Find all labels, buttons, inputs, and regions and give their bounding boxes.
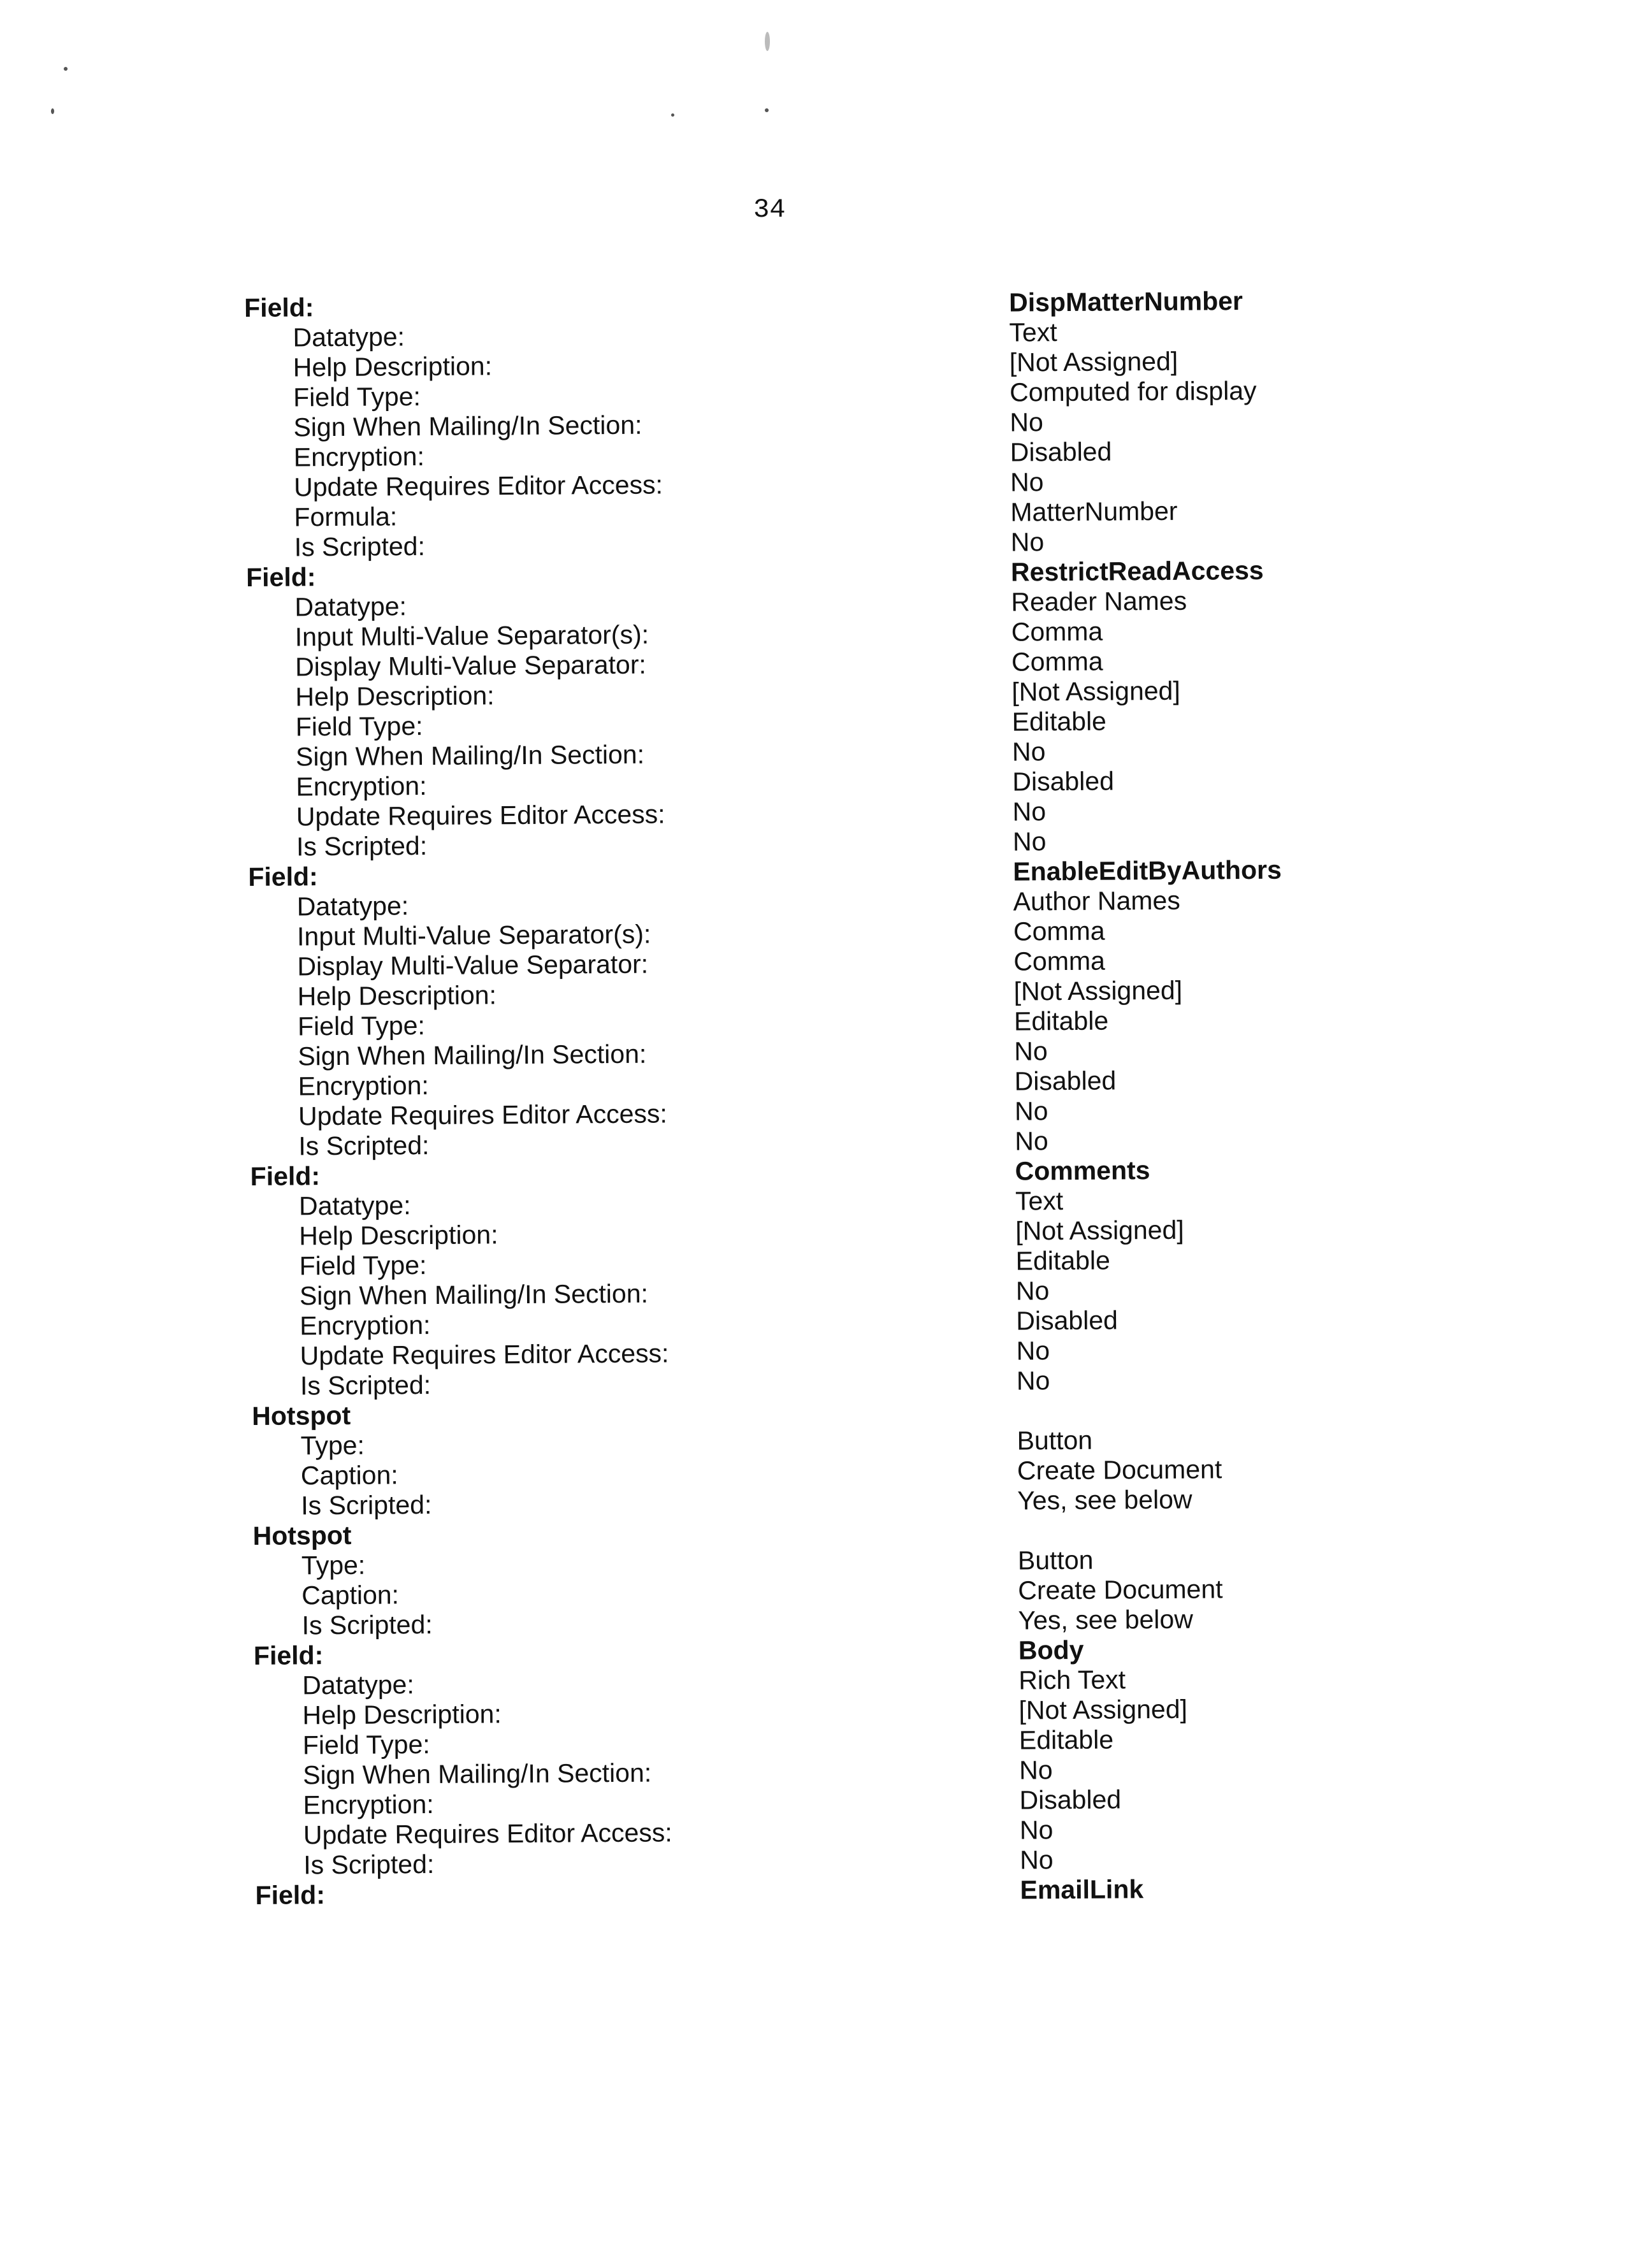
property-label: Display Multi-Value Separator: bbox=[295, 650, 646, 683]
field-name: DispMatterNumber bbox=[1009, 286, 1243, 318]
section-label: Field: bbox=[254, 1640, 324, 1671]
section-label: Hotspot bbox=[252, 1521, 351, 1551]
property-value: Button bbox=[1018, 1545, 1094, 1576]
property-label: Is Scripted: bbox=[303, 1849, 434, 1880]
property-value: Yes, see below bbox=[1017, 1485, 1192, 1516]
property-label: Update Requires Editor Access: bbox=[296, 799, 665, 832]
field-name: RestrictReadAccess bbox=[1011, 556, 1264, 588]
property-value: Comma bbox=[1013, 916, 1105, 947]
property-label: Datatype: bbox=[302, 1670, 414, 1700]
section-label: Field: bbox=[246, 562, 316, 593]
property-label: Encryption: bbox=[298, 1071, 429, 1101]
property-value: Editable bbox=[1014, 1006, 1108, 1037]
property-label: Type: bbox=[300, 1431, 365, 1461]
property-label: Datatype: bbox=[299, 1190, 411, 1221]
property-label: Is Scripted: bbox=[298, 1131, 429, 1161]
property-label: Datatype: bbox=[297, 891, 409, 922]
property-value: Reader Names bbox=[1011, 586, 1187, 618]
scan-speck bbox=[51, 108, 54, 114]
property-value: Disabled bbox=[1016, 1305, 1118, 1336]
property-value: Editable bbox=[1012, 707, 1106, 737]
property-value: Editable bbox=[1019, 1725, 1113, 1756]
property-label: Is Scripted: bbox=[300, 1370, 431, 1401]
property-label: Caption: bbox=[301, 1460, 398, 1491]
property-value: [Not Assigned] bbox=[1018, 1695, 1187, 1726]
property-label: Help Description: bbox=[295, 681, 495, 712]
property-value: [Not Assigned] bbox=[1015, 1215, 1184, 1247]
property-label: Sign When Mailing/In Section: bbox=[293, 410, 642, 443]
field-name: Comments bbox=[1015, 1155, 1150, 1186]
property-value: Comma bbox=[1011, 617, 1103, 647]
scan-speck bbox=[765, 108, 769, 112]
property-value: Text bbox=[1015, 1186, 1064, 1217]
property-label: Field Type: bbox=[303, 1730, 430, 1760]
property-value: MatterNumber bbox=[1010, 496, 1177, 528]
property-value: Rich Text bbox=[1018, 1665, 1126, 1695]
property-value: No bbox=[1010, 407, 1043, 437]
property-label: Field Type: bbox=[298, 1011, 425, 1041]
property-label: Update Requires Editor Access: bbox=[303, 1818, 672, 1850]
property-value: [Not Assigned] bbox=[1011, 676, 1180, 707]
property-value: Button bbox=[1017, 1426, 1092, 1456]
property-label: Encryption: bbox=[296, 771, 426, 802]
property-label: Input Multi-Value Separator(s): bbox=[297, 920, 651, 952]
property-label: Help Description: bbox=[298, 980, 497, 1011]
property-label: Encryption: bbox=[300, 1310, 430, 1341]
property-value: No bbox=[1010, 467, 1044, 497]
property-label: Update Requires Editor Access: bbox=[300, 1338, 669, 1371]
property-value: No bbox=[1017, 1366, 1050, 1396]
property-label: Datatype: bbox=[293, 322, 405, 352]
property-label: Sign When Mailing/In Section: bbox=[296, 740, 644, 772]
property-value: Disabled bbox=[1010, 437, 1112, 468]
property-value: Yes, see below bbox=[1018, 1605, 1193, 1636]
page-number: 34 bbox=[753, 194, 785, 225]
property-value: Text bbox=[1009, 317, 1057, 348]
section-label: Field: bbox=[248, 862, 318, 892]
scan-speck bbox=[64, 67, 68, 71]
property-value: [Not Assigned] bbox=[1010, 347, 1178, 378]
property-label: Sign When Mailing/In Section: bbox=[300, 1279, 648, 1312]
property-value: No bbox=[1020, 1815, 1054, 1845]
property-value: [Not Assigned] bbox=[1014, 976, 1183, 1007]
property-value: Computed for display bbox=[1010, 376, 1257, 408]
property-label: Update Requires Editor Access: bbox=[294, 470, 663, 502]
property-label: Display Multi-Value Separator: bbox=[297, 950, 648, 982]
property-value: Disabled bbox=[1019, 1784, 1121, 1815]
field-property-list bbox=[244, 285, 1403, 1911]
section-label: Field: bbox=[250, 1161, 321, 1192]
property-label: Formula: bbox=[294, 502, 397, 532]
field-name: EmailLink bbox=[1020, 1874, 1143, 1905]
property-value: No bbox=[1012, 737, 1046, 767]
property-value: No bbox=[1019, 1755, 1053, 1785]
property-value: Disabled bbox=[1012, 766, 1114, 797]
property-label: Encryption: bbox=[303, 1790, 433, 1820]
property-value: Comma bbox=[1011, 647, 1103, 677]
property-label: Sign When Mailing/In Section: bbox=[303, 1758, 651, 1791]
property-label: Is Scripted: bbox=[296, 831, 427, 862]
property-label: Caption: bbox=[301, 1580, 399, 1610]
scan-speck bbox=[765, 32, 770, 51]
scan-speck bbox=[671, 113, 674, 117]
field-name: EnableEditByAuthors bbox=[1013, 855, 1282, 887]
property-label: Type: bbox=[301, 1551, 366, 1581]
property-value: No bbox=[1020, 1845, 1054, 1875]
property-label: Field Type: bbox=[293, 382, 421, 412]
property-value: No bbox=[1016, 1276, 1050, 1306]
property-value: Author Names bbox=[1013, 886, 1180, 917]
property-value: Editable bbox=[1015, 1246, 1110, 1276]
property-value: No bbox=[1015, 1126, 1048, 1156]
property-value: Comma bbox=[1013, 946, 1105, 977]
property-label: Help Description: bbox=[293, 351, 493, 382]
property-label: Input Multi-Value Separator(s): bbox=[295, 620, 649, 653]
property-value: Create Document bbox=[1018, 1574, 1223, 1605]
property-value: No bbox=[1013, 827, 1047, 857]
property-label: Field Type: bbox=[296, 711, 423, 742]
section-label: Hotspot bbox=[252, 1401, 351, 1431]
property-value: No bbox=[1011, 527, 1045, 557]
property-value: Disabled bbox=[1015, 1066, 1117, 1096]
property-value: No bbox=[1013, 797, 1047, 827]
property-label: Is Scripted: bbox=[301, 1610, 432, 1640]
property-label: Encryption: bbox=[294, 442, 424, 472]
property-value: No bbox=[1015, 1096, 1048, 1126]
property-label: Help Description: bbox=[302, 1699, 502, 1730]
section-label: Field: bbox=[244, 293, 314, 323]
property-label: Update Requires Editor Access: bbox=[298, 1099, 667, 1131]
property-label: Is Scripted: bbox=[301, 1490, 431, 1521]
property-label: Field Type: bbox=[299, 1250, 426, 1281]
property-label: Datatype: bbox=[294, 591, 407, 622]
property-label: Sign When Mailing/In Section: bbox=[298, 1039, 646, 1072]
property-value: No bbox=[1016, 1336, 1050, 1366]
section-label: Field: bbox=[255, 1880, 325, 1911]
field-name: Body bbox=[1018, 1635, 1084, 1666]
property-label: Help Description: bbox=[299, 1220, 498, 1251]
property-value: Create Document bbox=[1017, 1454, 1222, 1486]
property-value: No bbox=[1014, 1036, 1048, 1066]
property-label: Is Scripted: bbox=[294, 532, 425, 562]
